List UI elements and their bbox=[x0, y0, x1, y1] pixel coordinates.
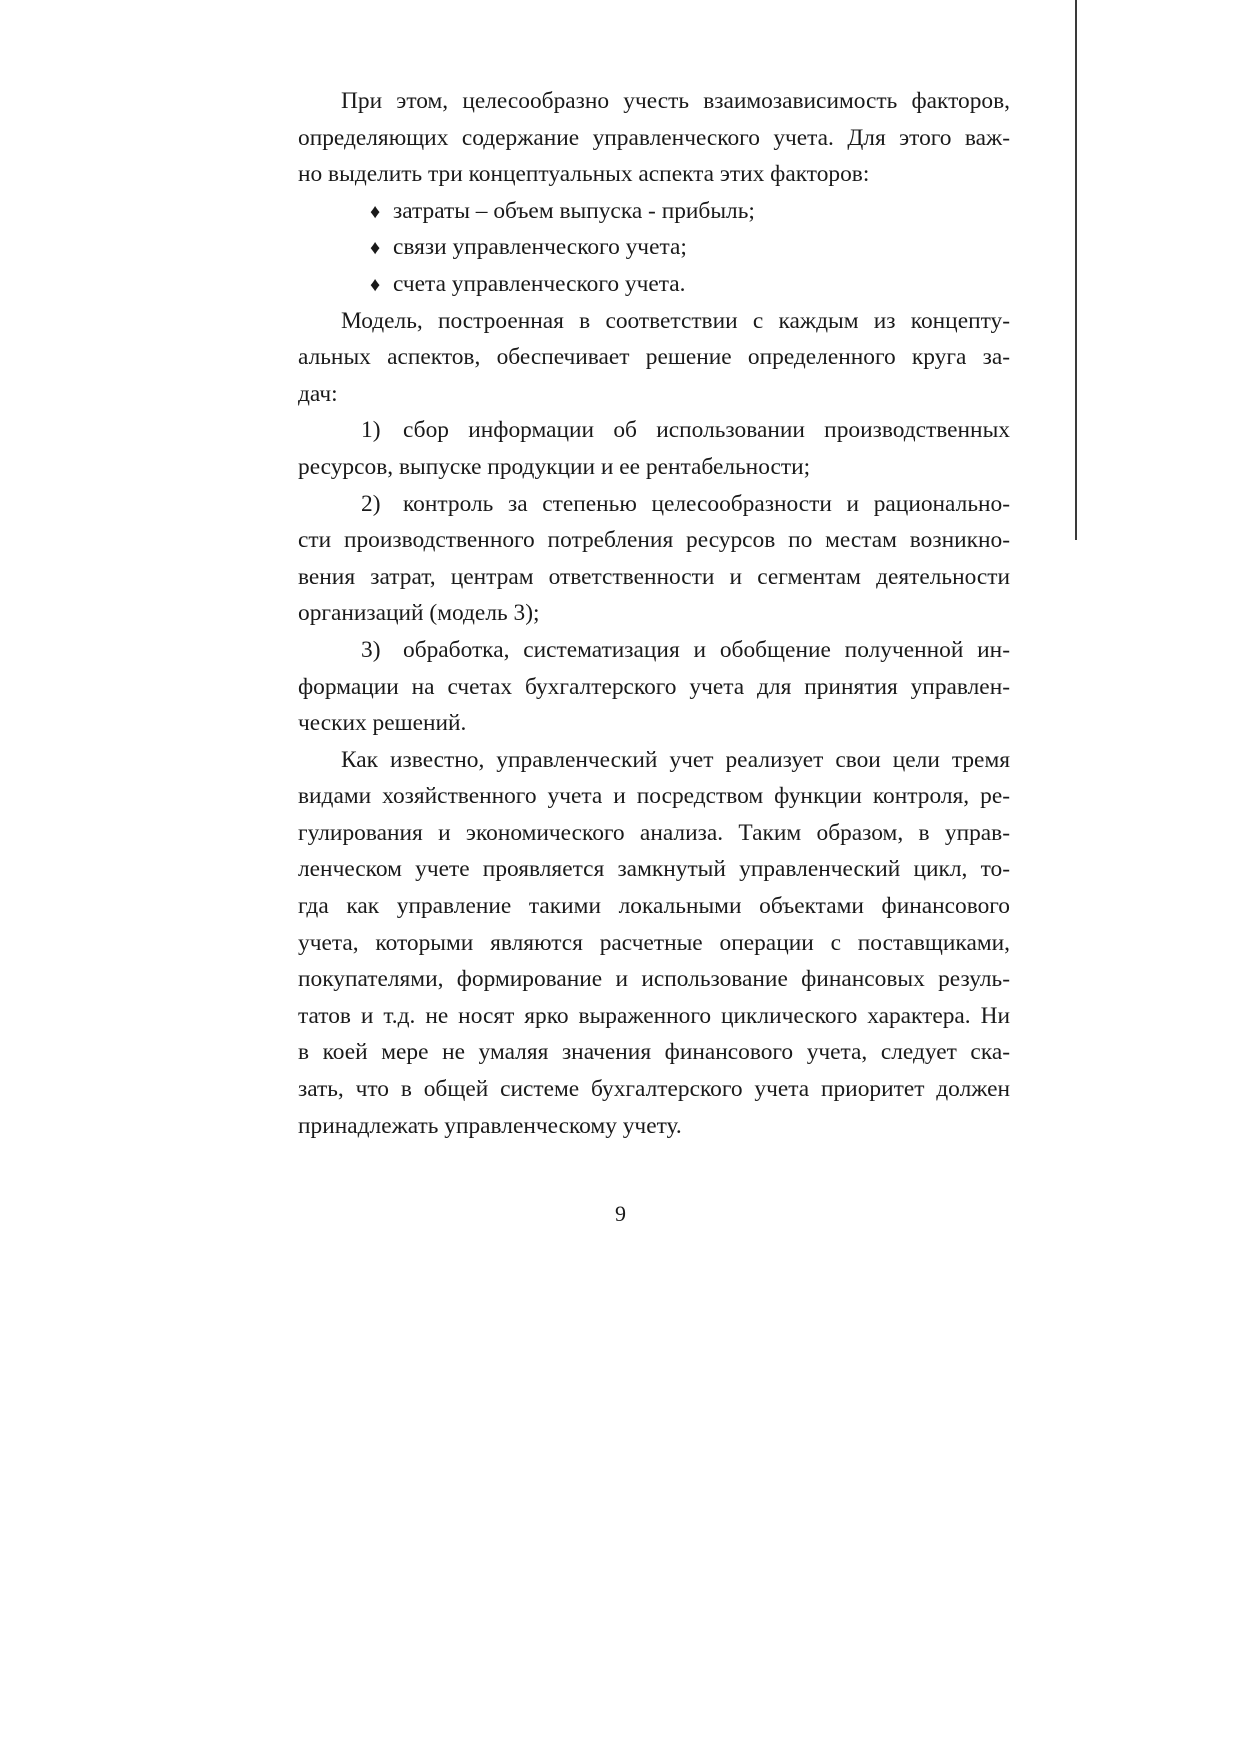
text-line: гулирования и экономического анализа. Таким образом, в управ- bbox=[298, 819, 1010, 846]
diamond-bullet-icon: ♦ bbox=[370, 273, 381, 296]
text-line: зать, что в общей системе бухгалтерского учета приоритет должен bbox=[298, 1076, 1010, 1103]
text-line: видами хозяйственного учета и посредством функции контроля, ре- bbox=[298, 783, 1010, 810]
bullet-text: связи управленческого учета; bbox=[393, 234, 687, 261]
numbered-first-line bbox=[298, 412, 1010, 449]
paragraph-model bbox=[298, 303, 1010, 413]
bullet-text: счета управленческого учета. bbox=[393, 270, 686, 297]
text-line: в коей мере не умаляя значения финансового учета, следует ска- bbox=[298, 1039, 1010, 1066]
numbered-first-line bbox=[298, 486, 1010, 523]
numbered-item-1 bbox=[298, 412, 1010, 485]
text-line: организаций (модель 3); bbox=[298, 600, 540, 627]
text-line: определяющих содержание управленческого учета. Для этого важ- bbox=[298, 124, 1010, 151]
text-line: принадлежать управленческому учету. bbox=[298, 1112, 682, 1139]
numbered-text: обработка, систематизация и обобщение полученной ин- bbox=[403, 636, 1010, 663]
bullet-text: затраты – объем выпуска - прибыль; bbox=[393, 197, 755, 224]
text-line: но выделить три концептуальных аспекта этих факторов: bbox=[298, 161, 870, 188]
numbered-item-2 bbox=[298, 486, 1010, 632]
bullet-item bbox=[298, 266, 1010, 303]
text-line: татов и т.д. не носят ярко выраженного циклического характера. Ни bbox=[298, 1002, 1010, 1029]
bullet-item bbox=[298, 193, 1010, 230]
diamond-bullet-icon: ♦ bbox=[370, 237, 381, 260]
text-line: ресурсов, выпуске продукции и ее рентабельности; bbox=[298, 453, 811, 480]
text-line: Как известно, управленческий учет реализует свои цели тремя bbox=[341, 746, 1010, 773]
text-line: гда как управление такими локальными объектами финансового bbox=[298, 893, 1010, 920]
item-number: 3) bbox=[361, 636, 381, 663]
text-line: покупателями, формирование и использование финансовых резуль- bbox=[298, 966, 1010, 993]
numbered-text: сбор информации об использовании производственных bbox=[403, 417, 1010, 444]
text-line: вения затрат, центрам ответственности и сегментам деятельности bbox=[298, 563, 1010, 590]
page-content bbox=[298, 83, 1010, 1144]
item-number: 1) bbox=[361, 417, 381, 444]
numbered-text: контроль за степенью целесообразности и рационально- bbox=[403, 490, 1010, 517]
text-line: альных аспектов, обеспечивает решение определенного круга за- bbox=[298, 344, 1010, 371]
text-line: сти производственного потребления ресурсов по местам возникно- bbox=[298, 527, 1010, 554]
text-line: формации на счетах бухгалтерского учета для принятия управлен- bbox=[298, 673, 1010, 700]
item-number: 2) bbox=[361, 490, 381, 517]
bullet-item bbox=[298, 229, 1010, 266]
numbered-item-3 bbox=[298, 632, 1010, 742]
page-number: 9 bbox=[615, 1201, 626, 1226]
text-line: ленческом учете проявляется замкнутый управленческий цикл, то- bbox=[298, 856, 1010, 883]
paragraph-intro bbox=[298, 83, 1010, 193]
bullet-list bbox=[298, 193, 1010, 303]
text-line: Модель, построенная в соответствии с каждым из концепту- bbox=[341, 307, 1010, 334]
paragraph-conclusion bbox=[298, 742, 1010, 1145]
page-edge-line bbox=[1075, 0, 1077, 540]
numbered-first-line bbox=[298, 632, 1010, 669]
text-line: учета, которыми являются расчетные операции с поставщиками, bbox=[298, 929, 1010, 956]
text-line: дач: bbox=[298, 380, 338, 407]
text-line: При этом, целесообразно учесть взаимозависимость факторов, bbox=[341, 88, 1010, 114]
text-line: ческих решений. bbox=[298, 710, 467, 737]
diamond-bullet-icon: ♦ bbox=[370, 200, 381, 223]
